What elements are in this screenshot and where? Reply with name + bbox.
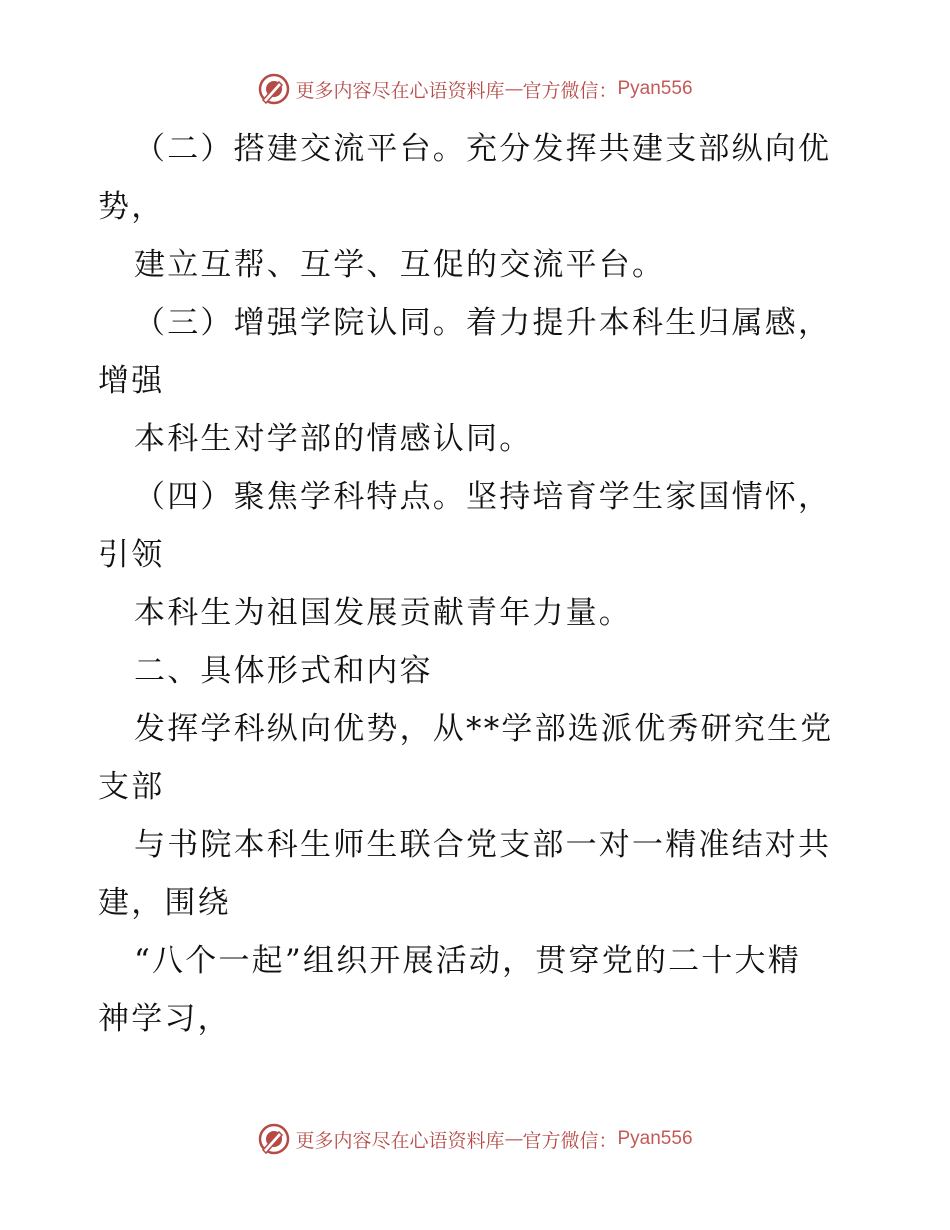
watermark-wechat-label: 官方微信：: [522, 1129, 618, 1152]
text-line: 建，围绕: [98, 885, 231, 921]
text-line: 神学习，: [98, 1001, 231, 1037]
text-line: 支部: [98, 769, 165, 805]
watermark-wechat-id: Pyan556: [617, 1128, 693, 1149]
pen-circle-icon: [257, 72, 291, 106]
document-body: [98, 120, 858, 1048]
watermark-separator: —: [504, 1128, 523, 1150]
text-line: （二）搭建交流平台。充分发挥共建支部纵向优: [134, 131, 832, 167]
text-line: 本科生对学部的情感认同。: [134, 421, 533, 457]
text-line: 建立互帮、互学、互促的交流平台。: [134, 247, 666, 283]
text-line: 与书院本科生师生联合党支部一对一精准结对共: [134, 827, 832, 863]
watermark-separator: —: [504, 78, 523, 100]
text-line: 势，: [98, 189, 165, 225]
text-line: “八个一起”组织开展活动，贯穿党的二十大精: [134, 943, 801, 979]
footer-watermark: [0, 1122, 950, 1156]
pen-circle-icon: [257, 1122, 291, 1156]
watermark-wechat-id: Pyan556: [617, 78, 693, 99]
watermark-text: 更多内容尽在心语资料库: [295, 1129, 505, 1152]
watermark-wechat-label: 官方微信：: [522, 79, 618, 102]
text-line: 本科生为祖国发展贡献青年力量。: [134, 595, 632, 631]
section-heading: 二、具体形式和内容: [134, 653, 433, 689]
header-watermark: [0, 72, 950, 106]
text-line: （四）聚焦学科特点。坚持培育学生家国情怀，: [134, 479, 832, 515]
text-line: （三）增强学院认同。着力提升本科生归属感，: [134, 305, 832, 341]
text-line: 增强: [98, 363, 165, 399]
watermark-text: 更多内容尽在心语资料库: [295, 79, 505, 102]
text-line: 引领: [98, 537, 165, 573]
text-line: 发挥学科纵向优势，从**学部选派优秀研究生党: [134, 711, 834, 747]
